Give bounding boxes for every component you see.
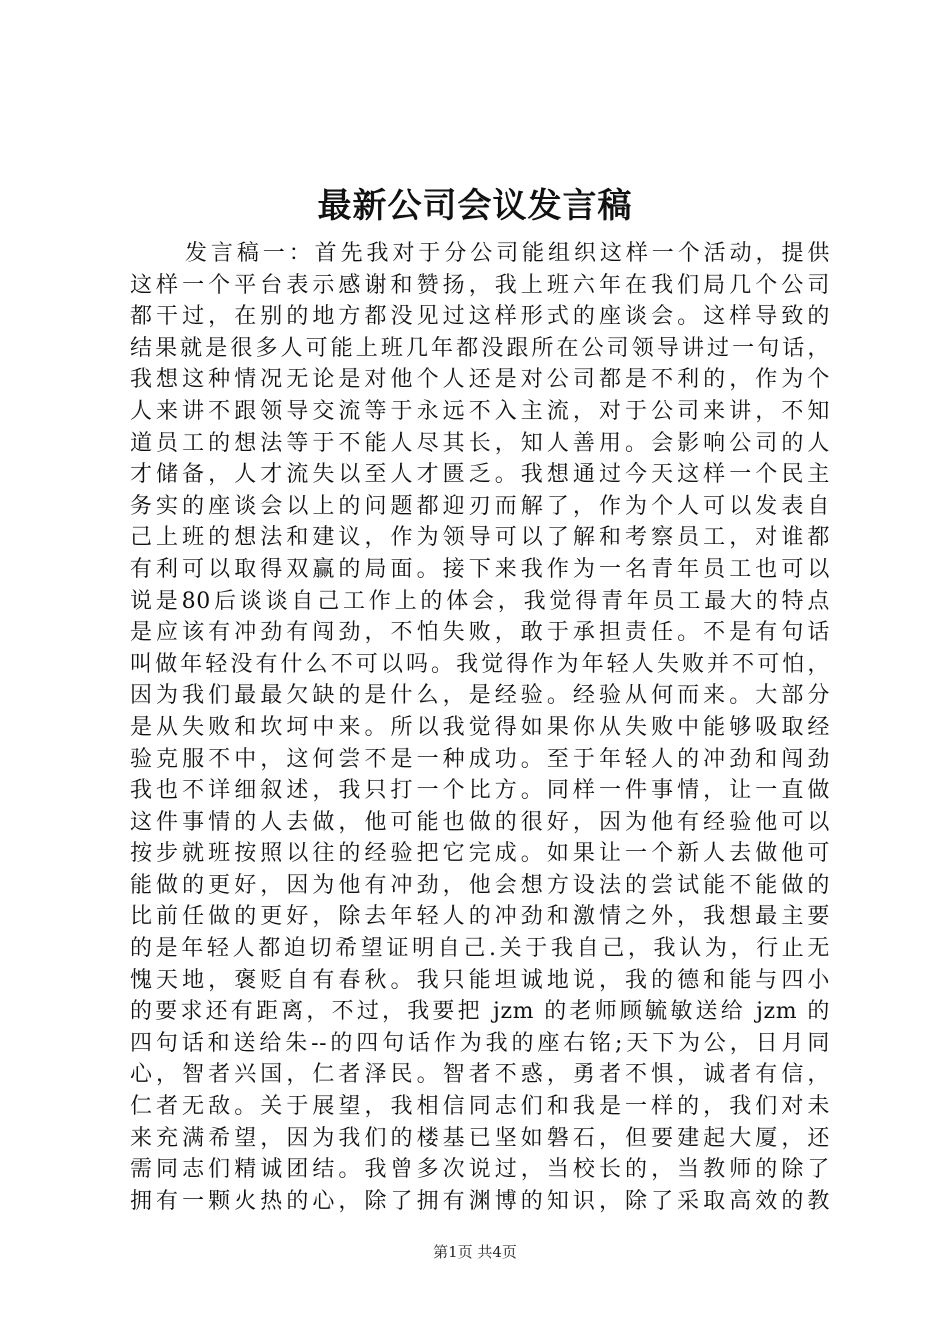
- body-line: 务实的座谈会以上的问题都迎刃而解了，作为个人可以发表自: [130, 493, 830, 519]
- body-line: 四句话和送给朱--的四句话作为我的座右铭;天下为公，日月同: [130, 1030, 830, 1056]
- body-line: 仁者无敌。关于展望，我相信同志们和我是一样的，我们对未: [130, 1094, 830, 1120]
- body-line: 是应该有冲劲有闯劲，不怕失败，敢于承担责任。不是有句话: [130, 620, 830, 646]
- body-line: 这件事情的人去做，他可能也做的很好，因为他有经验他可以: [130, 809, 830, 835]
- body-line: 验克服不中，这何尝不是一种成功。至于年轻人的冲劲和闯劲: [130, 746, 830, 772]
- body-line: 都干过，在别的地方都没见过这样形式的座谈会。这样导致的: [130, 304, 830, 330]
- body-line: 道员工的想法等于不能人尽其长，知人善用。会影响公司的人: [130, 430, 830, 456]
- body-line: 我想这种情况无论是对他个人还是对公司都是不利的，作为个: [130, 367, 830, 393]
- body-line: 的要求还有距离，不过，我要把 jzm 的老师顾毓敏送给 jzm 的: [130, 999, 830, 1025]
- body-line: 能做的更好，因为他有冲劲，他会想方设法的尝试能不能做的: [130, 872, 830, 898]
- body-line: 拥有一颗火热的心，除了拥有渊博的知识，除了采取高效的教: [130, 1188, 830, 1214]
- body-line: 来充满希望，因为我们的楼基已坚如磐石，但要建起大厦，还: [130, 1125, 830, 1151]
- body-line: 己上班的想法和建议，作为领导可以了解和考察员工，对谁都: [130, 525, 830, 551]
- body-line: 需同志们精诚团结。我曾多次说过，当校长的，当教师的除了: [130, 1157, 830, 1183]
- page-footer: 第1页 共4页: [433, 1243, 517, 1261]
- body-line: 比前任做的更好，除去年轻人的冲劲和激情之外，我想最主要: [130, 904, 830, 930]
- body-line: 愧天地，褒贬自有春秋。我只能坦诚地说，我的德和能与四小: [130, 967, 830, 993]
- body-line: 的是年轻人都迫切希望证明自己.关于我自己，我认为，行止无: [130, 936, 830, 962]
- body-line: 按步就班按照以往的经验把它完成。如果让一个新人去做他可: [130, 841, 830, 867]
- document-body: [130, 238, 830, 1217]
- body-line: 叫做年轻没有什么不可以吗。我觉得作为年轻人失败并不可怕，: [130, 651, 830, 677]
- body-line: 心，智者兴国，仁者泽民。智者不惑，勇者不惧，诚者有信，: [130, 1062, 830, 1088]
- body-line: 才储备，人才流失以至人才匮乏。我想通过今天这样一个民主: [130, 462, 830, 488]
- body-line: 人来讲不跟领导交流等于永远不入主流，对于公司来讲，不知: [130, 398, 830, 424]
- body-line: 有利可以取得双赢的局面。接下来我作为一名青年员工也可以: [130, 556, 830, 582]
- body-line: 说是80后谈谈自己工作上的体会，我觉得青年员工最大的特点: [130, 588, 830, 614]
- document-title: 最新公司会议发言稿: [317, 186, 633, 226]
- body-line: 这样一个平台表示感谢和赞扬，我上班六年在我们局几个公司: [130, 272, 830, 298]
- body-line: 发言稿一：首先我对于分公司能组织这样一个活动，提供: [185, 241, 830, 266]
- body-line: 我也不详细叙述，我只打一个比方。同样一件事情，让一直做: [130, 778, 830, 804]
- body-line: 因为我们最最欠缺的是什么，是经验。经验从何而来。大部分: [130, 683, 830, 709]
- body-line: 结果就是很多人可能上班几年都没跟所在公司领导讲过一句话，: [130, 335, 830, 361]
- body-line: 是从失败和坎坷中来。所以我觉得如果你从失败中能够吸取经: [130, 714, 830, 740]
